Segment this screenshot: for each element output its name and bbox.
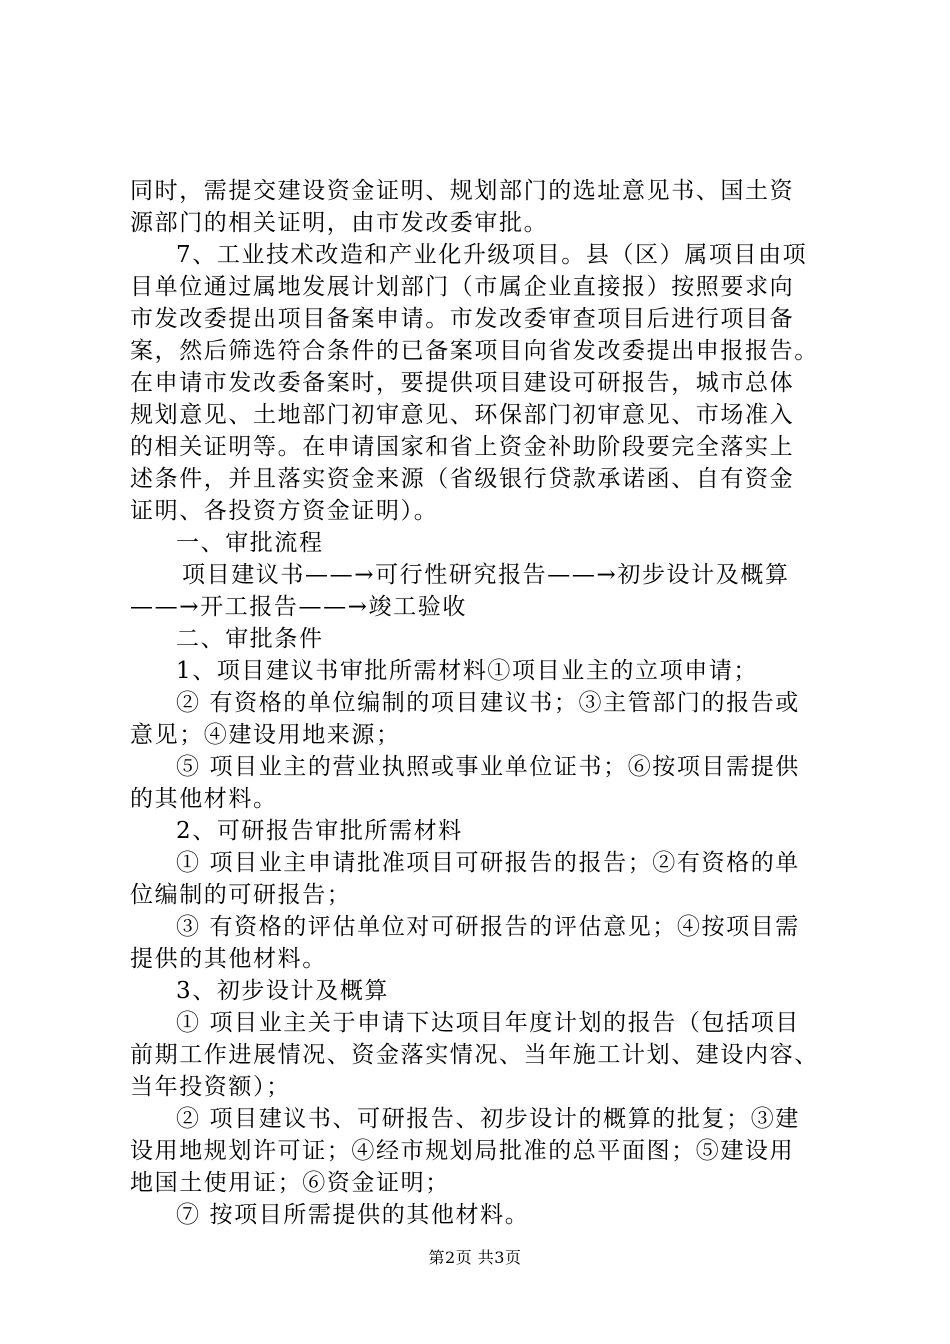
text-line: 述条件，并且落实资金来源（省级银行贷款承诺函、自有资金 [130,466,795,492]
text-line: ③ 有资格的评估单位对可研报告的评估意见；④按项目需 [176,914,800,940]
text-line: 3、初步设计及概算 [176,978,390,1004]
text-line: 市发改委提出项目备案申请。市发改委审查项目后进行项目备 [130,306,795,332]
text-line: 2、可研报告审批所需材料 [176,818,463,844]
text-line: ——→开工报告——→竣工验收 [130,594,467,620]
page-footer: 第2页 共3页 [428,1248,522,1267]
text-line: 位编制的可研报告； [130,882,352,908]
text-line: 地国土使用证；⑥资金证明； [130,1170,450,1196]
text-line: ② 项目建议书、可研报告、初步设计的概算的批复；③建 [176,1106,800,1132]
text-line: 证明、各投资方资金证明）。 [130,498,439,524]
text-line: ① 项目业主申请批准项目可研报告的报告；②有资格的单 [176,850,800,876]
text-line: 前期工作进展情况、资金落实情况、当年施工计划、建设内容、 [130,1042,819,1068]
text-line: 同时，需提交建设资金证明、规划部门的选址意见书、国土资 [130,178,795,204]
text-line: ⑤ 项目业主的营业执照或事业单位证书；⑥按项目需提供 [176,754,800,780]
text-line: 规划意见、土地部门初审意见、环保部门初审意见、市场准入 [130,402,795,428]
text-line: 项目建议书——→可行性研究报告——→初步设计及概算 [182,562,790,588]
text-line: 设用地规划许可证；④经市规划局批准的总平面图；⑤建设用 [130,1138,795,1164]
text-line: 二、审批条件 [176,626,324,652]
text-line: 一、审批流程 [176,530,324,556]
text-line: 在申请市发改委备案时，要提供项目建设可研报告，城市总体 [130,370,795,396]
text-line: 案，然后筛选符合条件的已备案项目向省发改委提出申报报告。 [130,338,819,364]
document-body [130,175,850,1231]
text-line: 的相关证明等。在申请国家和省上资金补助阶段要完全落实上 [130,434,795,460]
text-line: 当年投资额）； [130,1074,291,1100]
text-line: 意见；④建设用地来源； [130,722,401,748]
text-line: 目单位通过属地发展计划部门（市属企业直接报）按照要求向 [130,274,795,300]
text-line: ① 项目业主关于申请下达项目年度计划的报告（包括项目 [176,1010,800,1036]
text-line: 的其他材料。 [130,786,278,812]
text-line: 7、工业技术改造和产业化升级项目。县（区）属项目由项 [176,242,808,268]
text-line: 源部门的相关证明，由市发改委审批。 [130,210,549,236]
text-line: 提供的其他材料。 [130,946,327,972]
text-line: 1、项目建议书审批所需材料①项目业主的立项申请； [176,658,759,684]
text-line: ⑦ 按项目所需提供的其他材料。 [176,1202,530,1228]
text-line: ② 有资格的单位编制的项目建议书；③主管部门的报告或 [176,690,800,716]
